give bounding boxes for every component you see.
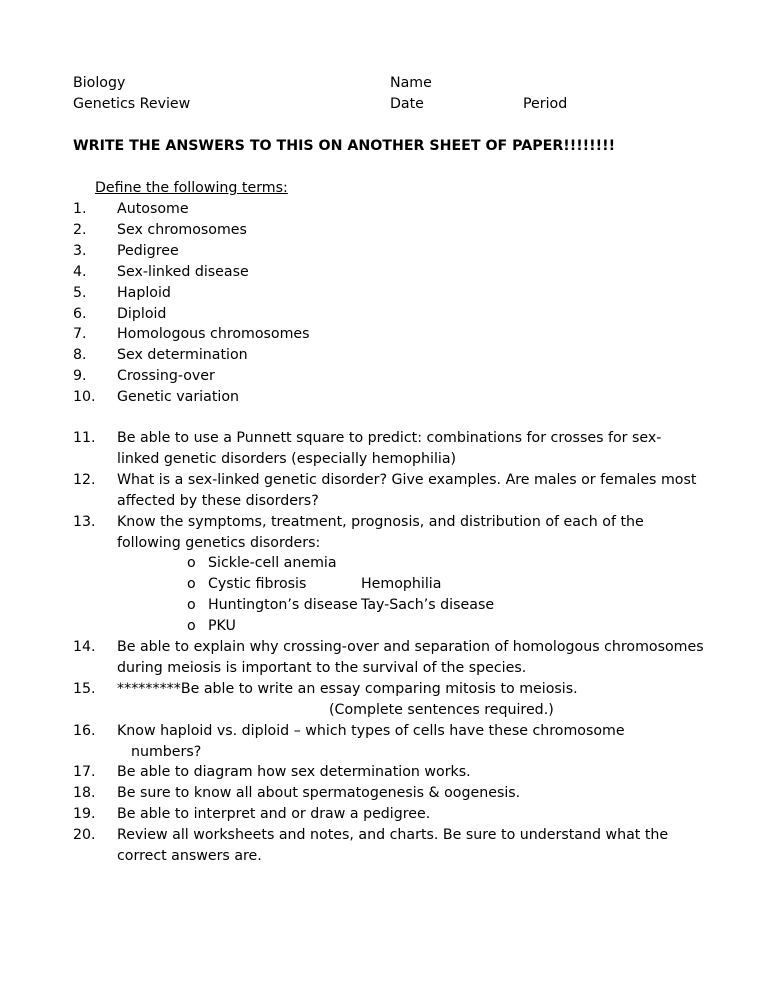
item-number: 9.	[73, 368, 87, 385]
question-text-continued: affected by these disorders?	[117, 492, 319, 509]
question-text: Be able to diagram how sex determination works.	[117, 764, 471, 781]
term-item	[73, 324, 310, 345]
question-item	[73, 762, 704, 783]
bullet-marker: o	[187, 618, 196, 635]
question-text-continued: (Complete sentences required.)	[329, 701, 554, 718]
item-number: 14.	[73, 639, 96, 655]
question-item	[73, 428, 704, 470]
term-item	[73, 387, 310, 408]
item-number: 18.	[73, 785, 96, 802]
term-item	[73, 304, 310, 325]
term-text: Autosome	[117, 201, 189, 217]
term-text: Sex chromosomes	[117, 221, 247, 238]
question-item	[73, 512, 704, 637]
define-heading: Define the following terms:	[95, 180, 288, 196]
question-item	[73, 804, 704, 825]
item-number: 4.	[73, 263, 87, 280]
item-number: 2.	[73, 221, 87, 238]
disorder-item-right: Hemophilia	[361, 576, 442, 593]
term-text: Crossing-over	[117, 368, 215, 385]
disorder-bullet-row	[73, 553, 704, 574]
term-item	[73, 220, 310, 241]
question-text: Be able to explain why crossing-over and separation of homologous chromosomes	[117, 639, 704, 655]
item-number: 17.	[73, 764, 96, 781]
item-number: 10.	[73, 389, 96, 406]
term-text: Pedigree	[117, 242, 179, 259]
question-text-continued: numbers?	[131, 743, 202, 760]
item-number: 3.	[73, 242, 87, 259]
item-number: 11.	[73, 430, 96, 446]
header-left	[73, 73, 190, 115]
worksheet-title: Genetics Review	[73, 95, 191, 112]
question-item	[73, 679, 704, 721]
item-number: 5.	[73, 284, 87, 301]
item-number: 20.	[73, 827, 96, 844]
disorder-bullet-row	[73, 616, 704, 637]
question-text: Know haploid vs. diploid – which types of cells have these chromosome	[117, 722, 625, 739]
disorder-item: PKU	[208, 618, 236, 635]
bullet-marker: o	[187, 576, 196, 593]
item-number: 15.	[73, 680, 96, 697]
question-item	[73, 470, 704, 512]
date-label: Date	[390, 95, 424, 112]
review-questions-list	[73, 428, 704, 867]
instruction-text: WRITE THE ANSWERS TO THIS ON ANOTHER SHEET OF PAPER!!!!!!!!	[73, 138, 616, 154]
question-text: Be able to interpret and or draw a pedigree.	[117, 806, 431, 823]
header-fields	[390, 73, 432, 115]
question-text-continued: following genetics disorders:	[117, 534, 321, 551]
term-item	[73, 345, 310, 366]
term-text: Sex determination	[117, 347, 248, 364]
term-text: Haploid	[117, 284, 171, 301]
disorder-bullet-row	[73, 574, 704, 595]
term-item	[73, 366, 310, 387]
term-text: Sex-linked disease	[117, 263, 249, 280]
term-text: Genetic variation	[117, 389, 239, 406]
disorder-bullet-row	[73, 595, 704, 616]
disorder-item-right: Tay-Sach’s disease	[361, 597, 495, 614]
disorder-item: Cystic fibrosis	[208, 576, 307, 593]
item-number: 16.	[73, 722, 96, 739]
bullet-marker: o	[187, 597, 196, 614]
term-text: Diploid	[117, 305, 167, 322]
item-number: 7.	[73, 326, 87, 343]
item-number: 19.	[73, 806, 96, 823]
item-number: 8.	[73, 347, 87, 364]
item-number: 1.	[73, 201, 87, 217]
disorder-item: Sickle-cell anemia	[208, 555, 337, 572]
question-item	[73, 721, 704, 763]
question-text: Be able to use a Punnett square to predict: combinations for crosses for sex-	[117, 430, 662, 446]
period-label: Period	[523, 96, 568, 112]
subject-label: Biology	[73, 75, 126, 91]
item-number: 6.	[73, 305, 87, 322]
bullet-marker: o	[187, 555, 196, 572]
question-item	[73, 783, 704, 804]
term-item	[73, 241, 310, 262]
question-text-continued: correct answers are.	[117, 848, 262, 865]
item-number: 12.	[73, 471, 96, 488]
name-label: Name	[390, 75, 432, 91]
question-text: Know the symptoms, treatment, prognosis, and distribution of each of the	[117, 513, 644, 530]
question-text-continued: during meiosis is important to the survival of the species.	[117, 659, 527, 676]
disorder-item: Huntington’s disease	[208, 597, 358, 614]
question-item	[73, 825, 704, 867]
question-text: What is a sex-linked genetic disorder? Give examples. Are males or females most	[117, 471, 697, 488]
question-text: Be sure to know all about spermatogenesis & oogenesis.	[117, 785, 521, 802]
question-text-continued: linked genetic disorders (especially hemophilia)	[117, 450, 457, 467]
term-item	[73, 199, 310, 220]
question-text: Review all worksheets and notes, and charts. Be sure to understand what the	[117, 827, 669, 844]
question-item	[73, 637, 704, 679]
question-text: *********Be able to write an essay comparing mitosis to meiosis.	[117, 680, 578, 697]
term-item	[73, 262, 310, 283]
item-number: 13.	[73, 513, 96, 530]
terms-list	[73, 199, 310, 408]
term-item	[73, 283, 310, 304]
term-text: Homologous chromosomes	[117, 326, 310, 343]
